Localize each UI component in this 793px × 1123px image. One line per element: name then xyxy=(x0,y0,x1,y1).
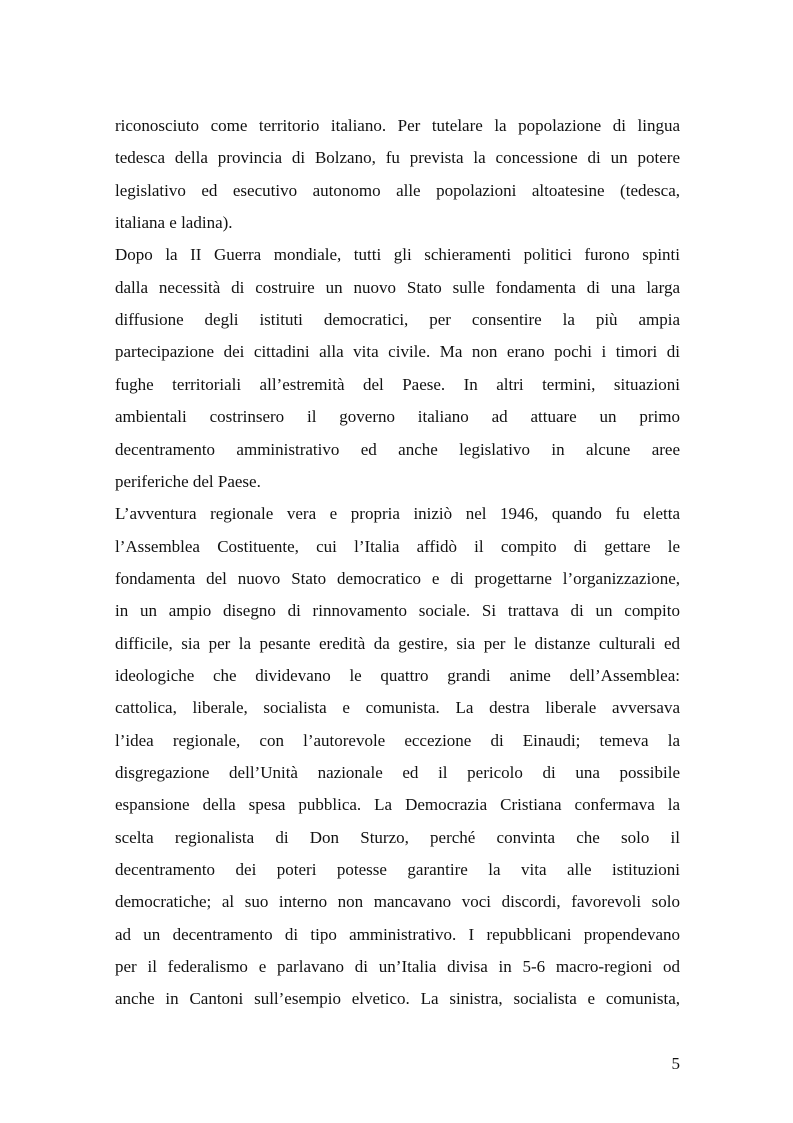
text-line: fondamenta del nuovo Stato democratico e di progettarne l’organizzazione, xyxy=(115,568,680,588)
text-line: ad un decentramento di tipo amministrativo. I repubblicani propendevano xyxy=(115,924,680,944)
text-line: l’idea regionale, con l’autorevole eccezione di Einaudi; temeva la xyxy=(115,730,680,750)
text-line: ambientali costrinsero il governo italiano ad attuare un primo xyxy=(115,407,680,427)
text-line: partecipazione dei cittadini alla vita civile. Ma non erano pochi i timori di xyxy=(115,342,680,362)
text-line: difficile, sia per la pesante eredità da gestire, sia per le distanze culturali ed xyxy=(115,633,680,653)
text-line: ideologiche che dividevano le quattro grandi anime dell’Assemblea: xyxy=(115,665,680,685)
text-line: in un ampio disegno di rinnovamento sociale. Si trattava di un compito xyxy=(115,601,680,621)
text-line: italiana e ladina). xyxy=(115,213,233,233)
text-line: anche in Cantoni sull’esempio elvetico. La sinistra, socialista e comunista, xyxy=(115,989,680,1009)
text-line: fughe territoriali all’estremità del Paese. In altri termini, situazioni xyxy=(115,374,680,394)
text-line: dalla necessità di costruire un nuovo Stato sulle fondamenta di una larga xyxy=(115,277,680,297)
text-line: espansione della spesa pubblica. La Democrazia Cristiana confermava la xyxy=(115,795,680,815)
text-line: Dopo la II Guerra mondiale, tutti gli schieramenti politici furono spinti xyxy=(115,245,680,265)
text-line: decentramento dei poteri potesse garantire la vita alle istituzioni xyxy=(115,860,680,880)
text-line: tedesca della provincia di Bolzano, fu prevista la concessione di un potere xyxy=(115,148,680,168)
text-line: per il federalismo e parlavano di un’Italia divisa in 5-6 macro-regioni od xyxy=(115,957,680,977)
text-line: scelta regionalista di Don Sturzo, perché convinta che solo il xyxy=(115,827,680,847)
text-line: disgregazione dell’Unità nazionale ed il pericolo di una possibile xyxy=(115,763,680,782)
text-line: democratiche; al suo interno non mancavano voci discordi, favorevoli solo xyxy=(115,892,680,912)
page-number: 5 xyxy=(671,1054,680,1073)
text-line: L’avventura regionale vera e propria iniziò nel 1946, quando fu eletta xyxy=(115,504,680,524)
text-line: periferiche del Paese. xyxy=(115,471,261,491)
text-line: legislativo ed esecutivo autonomo alle popolazioni altoatesine (tedesca, xyxy=(115,180,680,200)
text-line: decentramento amministrativo ed anche legislativo in alcune aree xyxy=(115,439,680,459)
text-line: cattolica, liberale, socialista e comunista. La destra liberale avversava xyxy=(115,698,680,718)
text-line: l’Assemblea Costituente, cui l’Italia affidò il compito di gettare le xyxy=(115,536,680,556)
text-line: diffusione degli istituti democratici, per consentire la più ampia xyxy=(115,310,680,330)
text-line: riconosciuto come territorio italiano. Per tutelare la popolazione di lingua xyxy=(115,116,680,135)
